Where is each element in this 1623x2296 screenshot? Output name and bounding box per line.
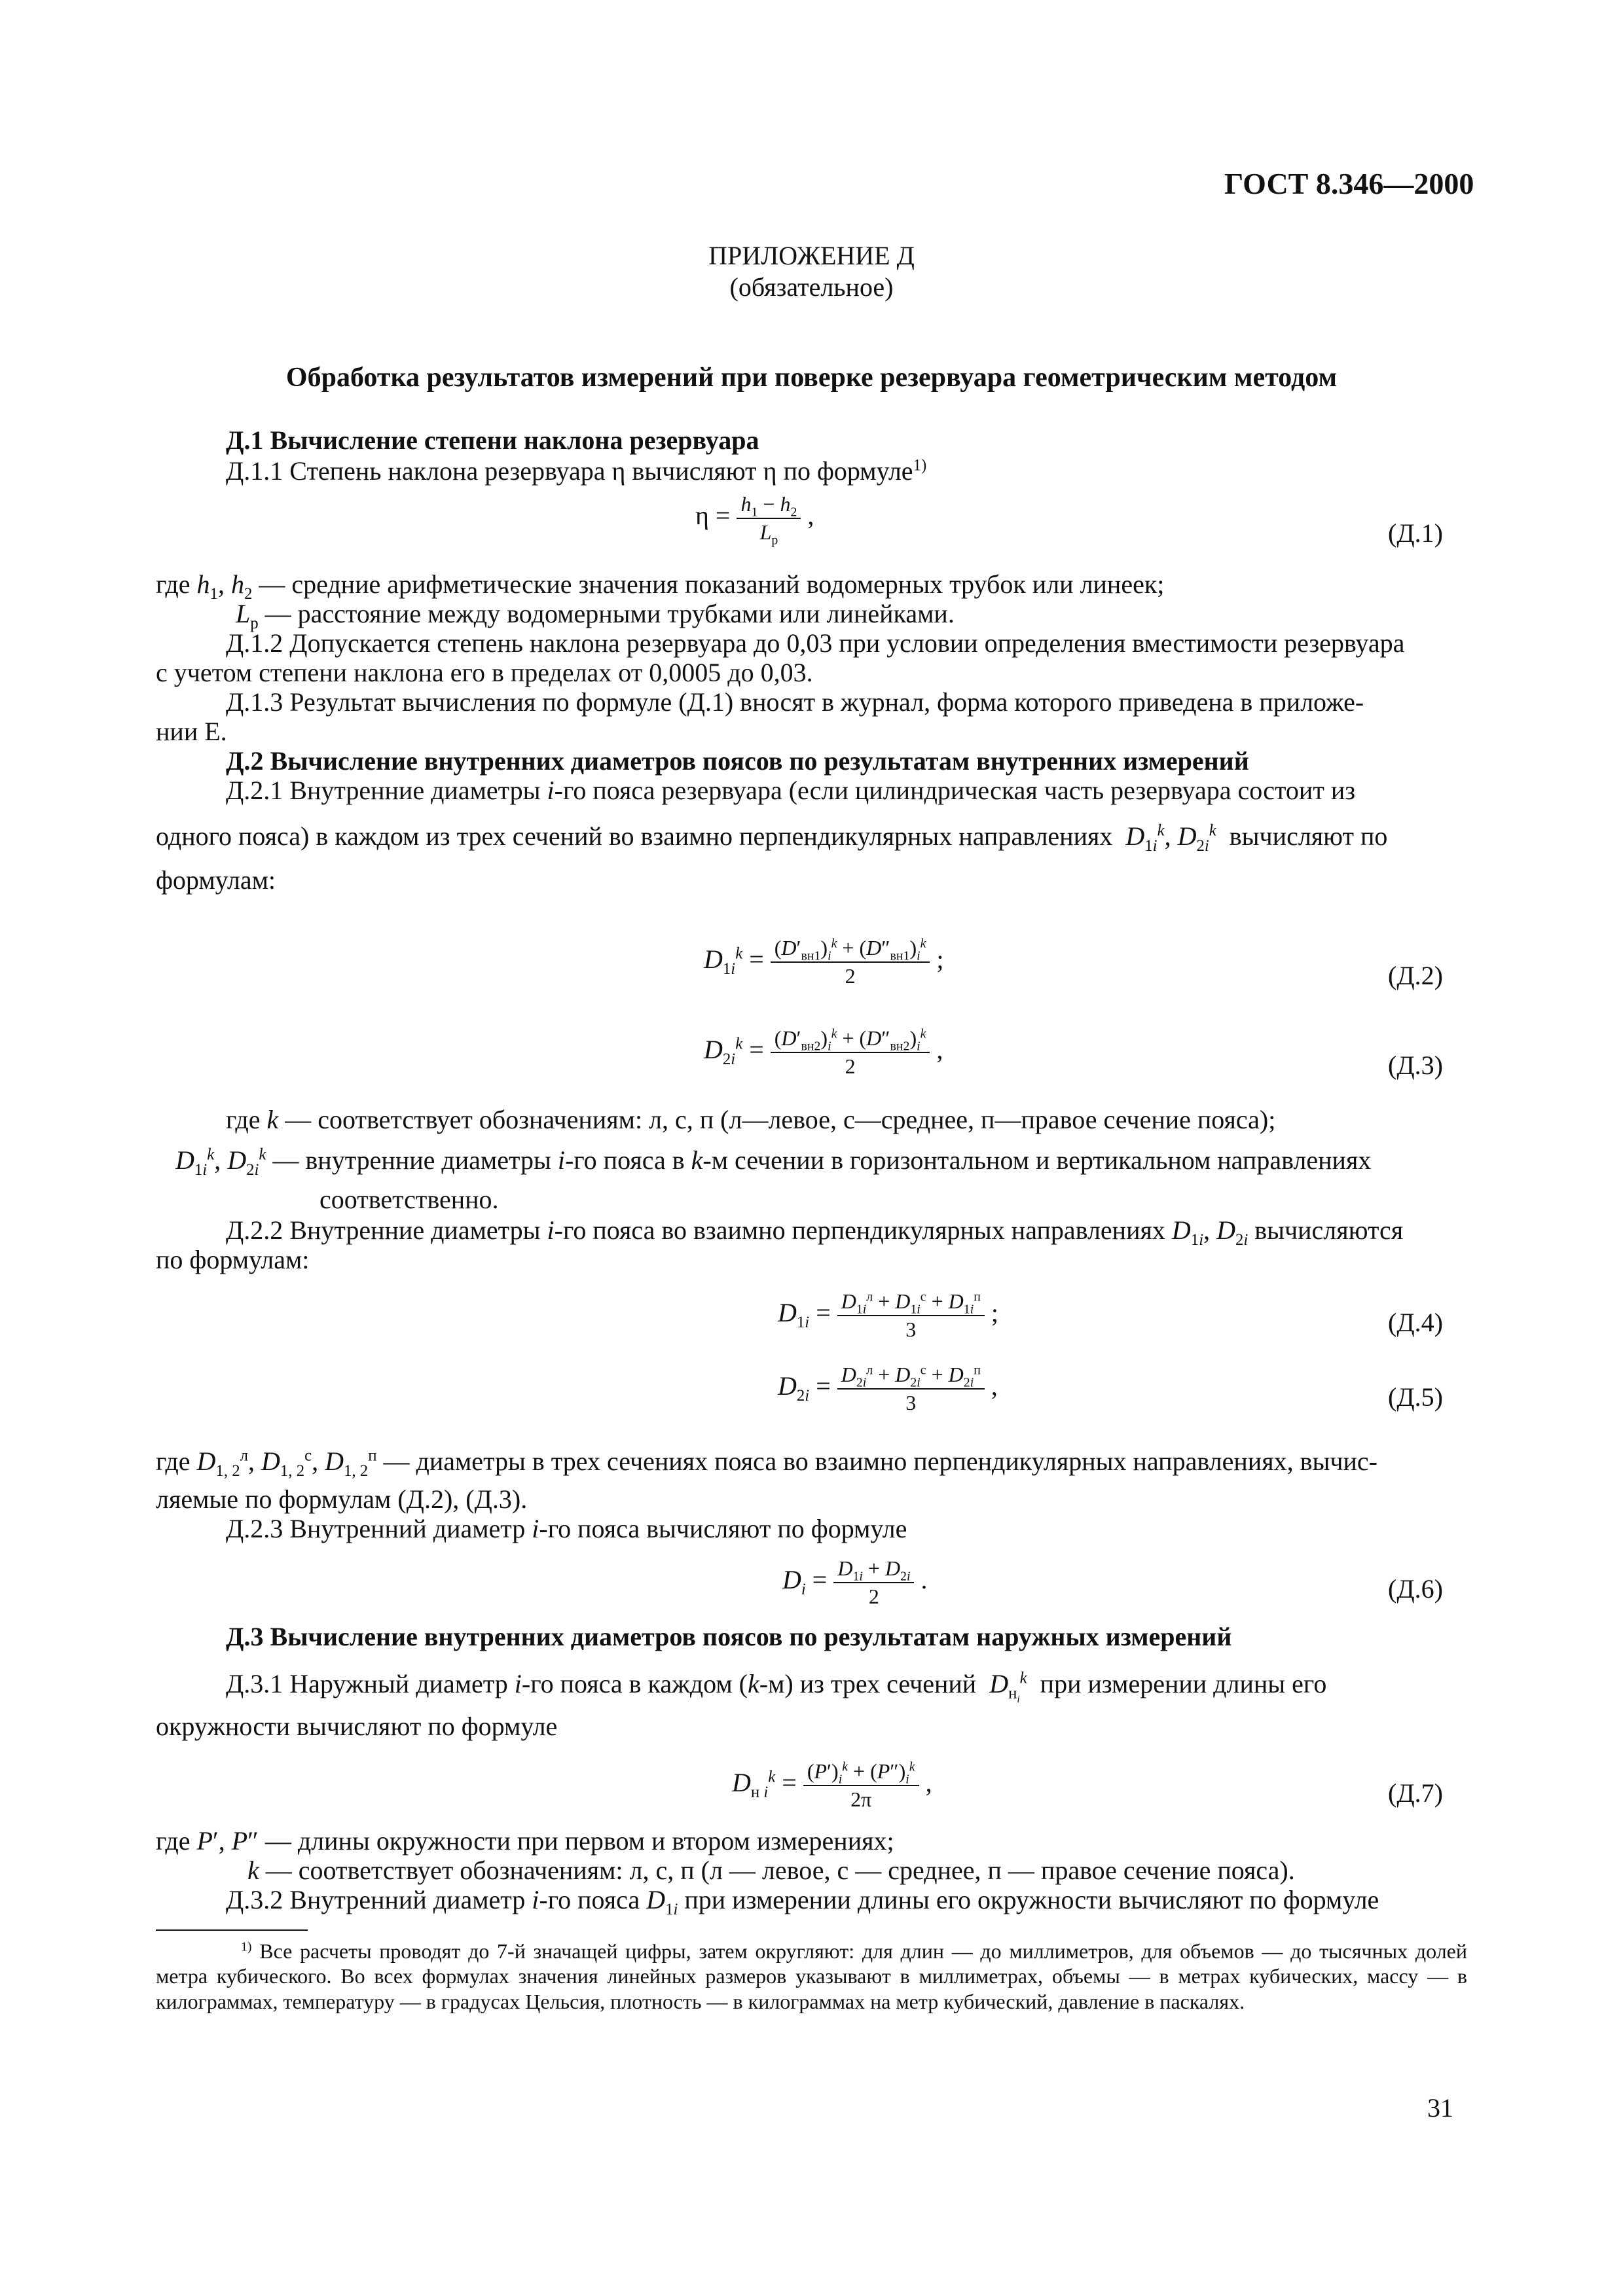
paragraph-d3-2: Д.3.2 Внутренний диаметр i-го пояса $D_{1i}$ при измерении длины его окружности вычисляют по формуле — [226, 1885, 1379, 1918]
paragraph-d2-2a: Д.2.2 Внутренние диаметры i-го пояса во взаимно перпендикулярных направлениях $D_{1i}$, $D_{2i}$ вычисляются — [226, 1215, 1404, 1249]
main-title: Обработка результатов измерений при поверке резервуара геометрическим методом — [285, 363, 1338, 393]
appendix-status: (обязательное) — [729, 272, 894, 302]
equation-number-d2: (Д.2) — [1388, 961, 1443, 990]
footnote-separator — [156, 1929, 308, 1931]
equation-number-d1: (Д.1) — [1388, 518, 1443, 548]
footnote-ref: 1) — [913, 456, 927, 475]
equation-number-d4: (Д.4) — [1388, 1308, 1443, 1337]
section-d1-heading: Д.1 Вычисление степени наклона резервуара — [226, 425, 759, 455]
equation-number-d5: (Д.5) — [1388, 1382, 1443, 1412]
paragraph-d1-3b: нии Е. — [156, 717, 227, 746]
paragraph-d2-2b: по формулам: — [156, 1245, 310, 1274]
formula-d6: $D_i$ = $\frac{D_{1i} + D_{2i}}{2}$ . — [782, 1556, 928, 1608]
formula-d3: $D_{2i}^k$ = $\frac{(D'_{вн2})_i^k + (D''_{вн2})_i^k}{2}$ , — [704, 1026, 943, 1078]
paragraph-d2-3: Д.2.3 Внутренний диаметр i-го пояса вычисляют по формуле — [226, 1514, 907, 1543]
paragraph-d3-1b: окружности вычисляют по формуле — [156, 1712, 558, 1741]
where-section-diameters-cont: ляемые по формулам (Д.2), (Д.3). — [156, 1484, 528, 1514]
footnote-mark: 1) — [241, 1939, 252, 1954]
where-section-diameters: где $D_{1, 2}^л$, $D_{1, 2}^с$, $D_{1, 2}^п$ — диаметры в трех сечениях пояса во взаимно перпендикулярных направлениях, вычис- — [156, 1446, 1377, 1480]
where-p: где P′, P″ — длины окружности при первом и втором измерениях; — [156, 1826, 894, 1856]
formula-d5: $D_{2i}$ = $\frac{D_{2i}^л + D_{2i}^с + D_{2i}^п}{3}$ , — [778, 1363, 998, 1414]
formula-d4: $D_{1i}$ = $\frac{D_{1i}^л + D_{1i}^с + D_{1i}^п}{3}$ ; — [778, 1289, 998, 1341]
paragraph-d1-1: Д.1.1 Степень наклона резервуара η вычисляют η по формуле$^{1)}$ — [226, 456, 927, 486]
formula-d7: $D_{н i}^k$ = $\frac{(P')_i^k + (P'')_i^k}{2\pi}$ , — [732, 1759, 932, 1811]
paragraph-d2-1a: Д.2.1 Внутренние диаметры i-го пояса резервуара (если цилиндрическая часть резервуара состоит из — [226, 776, 1356, 805]
paragraph-d1-3a: Д.1.3 Результат вычисления по формуле (Д.1) вносят в журнал, форма которого приведена в приложе- — [226, 687, 1364, 717]
where-d-respectively: соответственно. — [319, 1185, 499, 1214]
where-lp: $L_р$ — расстояние между водомерными трубками или линейками. — [236, 599, 955, 632]
page-number: 31 — [1427, 2093, 1453, 2123]
section-d3-heading: Д.3 Вычисление внутренних диаметров поясов по результатам наружных измерений — [226, 1622, 1232, 1651]
where-h: где $h_1$, $h_2$ — средние арифметические значения показаний водомерных трубок или линеек; — [156, 569, 1165, 603]
standard-number: ГОСТ 8.346—2000 — [1224, 167, 1474, 200]
where-k-d3: k — соответствует обозначениям: л, с, п (л — левое, с — среднее, п — правое сечение пояса). — [247, 1856, 1295, 1885]
paragraph-d1-2b: с учетом степени наклона его в пределах от 0,0005 до 0,03. — [156, 658, 813, 687]
where-k: где k — соответствует обозначениям: л, с, п (л—левое, с—среднее, п—правое сечение пояса); — [226, 1105, 1276, 1134]
formula-d1: η = $\frac{h_1 - h_2}{L_р}$ , — [695, 492, 814, 548]
section-d2-heading: Д.2 Вычисление внутренних диаметров поясов по результатам внутренних измерений — [226, 746, 1249, 776]
footnote: $^{1)}$ Все расчеты проводят до 7-й значащей цифры, затем округляют: для длин — до миллиметров, для объемов — до тысячных долей метра кубического. Во всех формулах значения линейных размеров указывают в миллиметрах, объемы — в метрах кубических, массу — в килограммах, температуру — в градусах Цельсия, плотность — в килограммах на метр кубический, давление в паскалях. — [156, 1939, 1468, 2013]
equation-number-d7: (Д.7) — [1388, 1778, 1443, 1808]
equation-number-d6: (Д.6) — [1388, 1574, 1443, 1604]
paragraph-d2-1b: одного пояса) в каждом из трех сечений во взаимно перпендикулярных направлениях $D_{1i}^k$, $D_{2i}^k$ вычисляют по — [156, 821, 1388, 855]
paragraph-d3-1a: Д.3.1 Наружный диаметр i-го пояса в каждом (k-м) из трех сечений $D_{н_i}^k$ при измерении длины его — [226, 1669, 1327, 1705]
paragraph-d1-2a: Д.1.2 Допускается степень наклона резервуара до 0,03 при условии определения вместимости резервуара — [226, 628, 1405, 658]
appendix-title: ПРИЛОЖЕНИЕ Д — [708, 241, 915, 270]
where-d-directions: $D_{1i}^k$, $D_{2i}^k$ — внутренние диаметры i-го пояса в k-м сечении в горизонтальном и вертикальном направлениях — [175, 1145, 1372, 1179]
equation-number-d3: (Д.3) — [1388, 1050, 1443, 1080]
paragraph-d2-1c: формулам: — [156, 865, 276, 895]
formula-d2: $D_{1i}^k$ = $\frac{(D'_{вн1})_i^k + (D''_{вн1})_i^k}{2}$ ; — [704, 936, 944, 988]
